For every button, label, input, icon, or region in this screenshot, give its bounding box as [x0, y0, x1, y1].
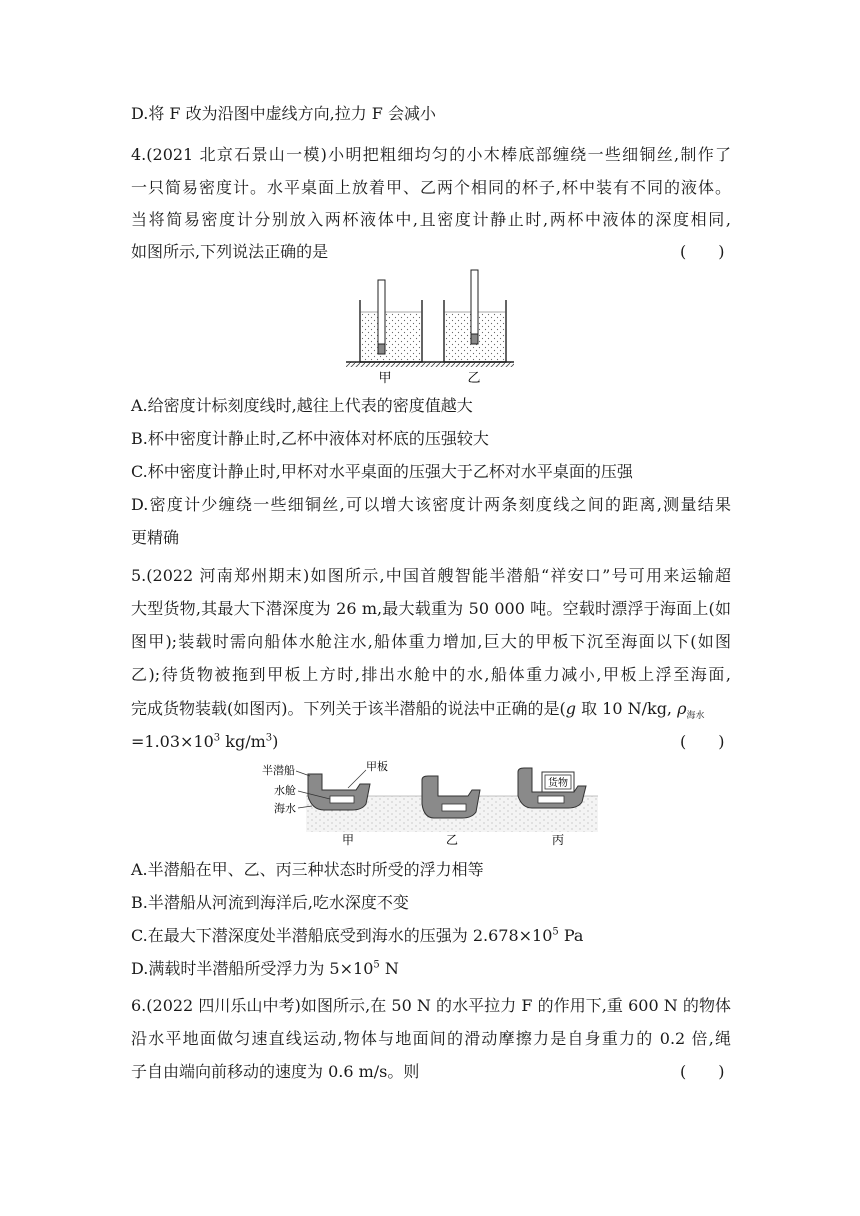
label-jia: 甲: [378, 371, 392, 386]
q5-answer-paren: ( ): [680, 732, 725, 751]
q5-option-c: C.在最大下潜深度处半潜船底受到海水的压强为 $2.678\times 10^5$ Pa: [131, 926, 584, 945]
label-tank: 水舱: [274, 784, 296, 797]
q4-answer-paren: ( ): [680, 242, 725, 261]
hydrometer-a: [378, 280, 385, 354]
q5-stem-line-6: $=1.03\times 10^3$ $kg/m^3$): [131, 732, 279, 751]
label-yi: 乙: [467, 371, 481, 386]
q4-stem-line-3: 当将简易密度计分别放入两杯液体中,且密度计静止时,两杯中液体的深度相同,: [131, 210, 731, 229]
hydrometer-b: [471, 270, 478, 344]
q5-option-b: B.半潜船从河流到海洋后,吃水深度不变: [131, 893, 409, 912]
label-sea: 海水: [274, 802, 296, 815]
q5-stem-line-4: 乙);待货物被拖到甲板上方时,排出水舱中的水,船体重力减小,甲板上浮至海面,: [131, 665, 731, 684]
table-surface: [346, 362, 514, 367]
q6-stem-line-3: 子自由端向前移动的速度为 0.6 m/s。则: [131, 1062, 420, 1081]
cup-a: [360, 280, 422, 362]
q3-option-d: D.将 F 改为沿图中虚线方向,拉力 F 会减小: [131, 104, 436, 123]
q4-option-a: A.给密度计标刻度线时,越往上代表的密度值越大: [131, 396, 473, 415]
q4-stem-line-4: 如图所示,下列说法正确的是: [131, 242, 329, 261]
q5-stem-line-3: 图甲);装载时需向船体水舱注水,船体重力增加,巨大的甲板下沉至海面以下(如图: [131, 632, 731, 651]
label-c: 丙: [551, 833, 565, 847]
q5-stem-line-5: 完成货物装载(如图丙)。下列关于该半潜船的说法中正确的是(g 取 10 N/kg, $\rho_{海水}$: [131, 699, 705, 722]
q4-figure-hydrometers: [340, 268, 520, 386]
q5-figure-semi-submersible: [262, 758, 602, 850]
q5-stem-line-2: 大型货物,其最大下潜深度为 26 m,最大载重为 50 000 吨。空载时漂浮于海面上(如: [131, 599, 731, 618]
label-b: 乙: [445, 833, 459, 847]
q4-stem-line-1: 4.(2021 北京石景山一模)小明把粗细均匀的小木棒底部缠绕一些细铜丝,制作了: [131, 145, 731, 164]
q5-stem-line-1: 5.(2022 河南郑州期末)如图所示,中国首艘智能半潜船“祥安口”号可用来运输超: [131, 566, 731, 585]
label-deck: 甲板: [366, 760, 388, 773]
cargo-box: [542, 772, 574, 792]
q4-option-d: D.密度计少缠绕一些细铜丝,可以增大该密度计两条刻度线之间的距离,测量结果: [131, 495, 731, 514]
label-ship: 半潜船: [262, 764, 295, 777]
q4-stem-line-2: 一只简易密度计。水平桌面上放着甲、乙两个相同的杯子,杯中装有不同的液体。: [131, 178, 731, 197]
q4-option-c: C.杯中密度计静止时,甲杯对水平桌面的压强大于乙杯对水平桌面的压强: [131, 462, 633, 481]
svg-text:货物: 货物: [548, 778, 568, 789]
q6-answer-paren: ( ): [680, 1062, 725, 1081]
ship-c: [518, 768, 586, 808]
q6-stem-line-2: 沿水平地面做匀速直线运动,物体与地面间的滑动摩擦力是自身重力的 0.2 倍,绳: [131, 1029, 731, 1048]
ship-a: [308, 774, 370, 810]
q4-option-b: B.杯中密度计静止时,乙杯中液体对杯底的压强较大: [131, 429, 489, 448]
q4-option-d-cont: 更精确: [131, 528, 180, 547]
label-a: 甲: [341, 833, 355, 847]
q6-stem-line-1: 6.(2022 四川乐山中考)如图所示,在 50 N 的水平拉力 F 的作用下,重 600 N 的物体: [131, 996, 731, 1015]
q5-option-d: D.满载时半潜船所受浮力为 $5\times 10^5$ N: [131, 959, 399, 978]
cup-b: [444, 270, 506, 362]
ship-b: [422, 776, 480, 818]
q5-option-a: A.半潜船在甲、乙、丙三种状态时所受的浮力相等: [131, 860, 484, 879]
